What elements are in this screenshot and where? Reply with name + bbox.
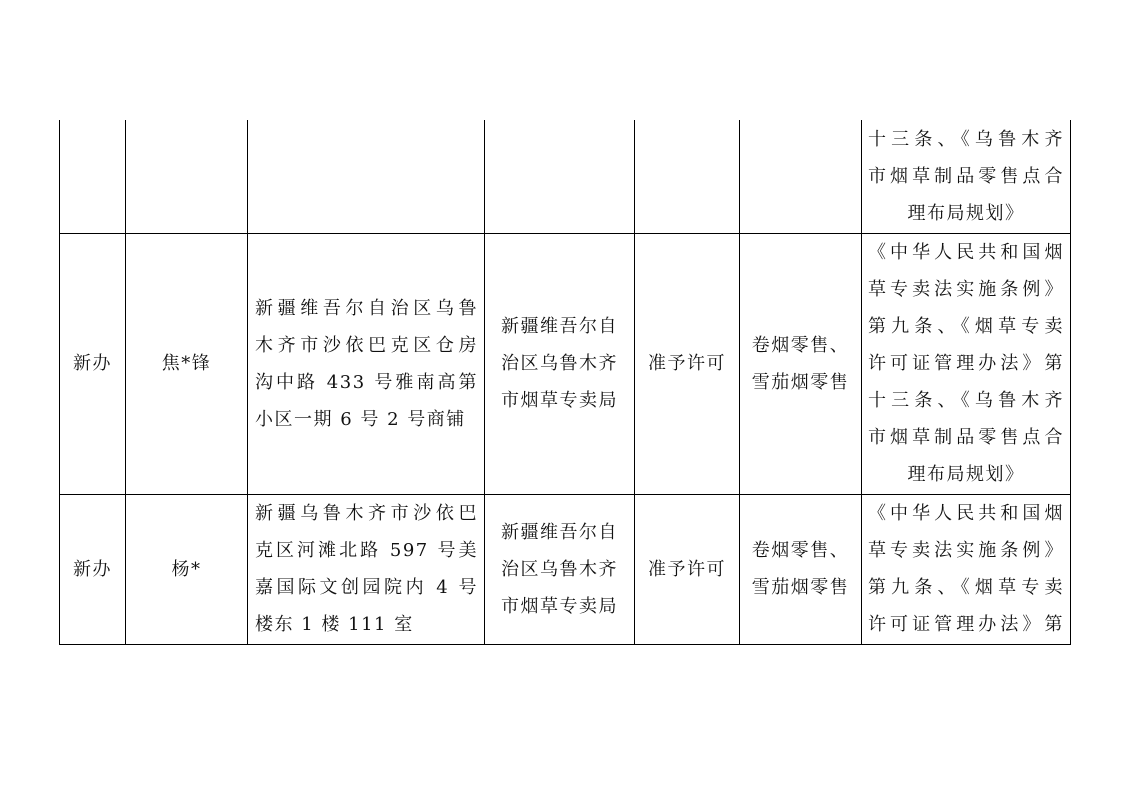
basis-line: 理布局规划》 <box>907 464 1025 485</box>
scope-line: 卷烟零售、 <box>751 540 850 561</box>
type-cell: 新办 <box>60 494 126 644</box>
type-cell: 新办 <box>60 233 126 494</box>
basis-line: 许可证管理办法》第 <box>868 614 1064 635</box>
table-row <box>60 494 1071 644</box>
address-line: 沟中路 433 号雅南高第 <box>255 371 478 393</box>
scope-cell <box>740 120 862 233</box>
address-line: 克区河滩北路 597 号美 <box>255 540 478 561</box>
basis-line: 《中华人民共和国烟 <box>868 242 1064 263</box>
basis-line: 第九条、《烟草专卖 <box>868 316 1064 337</box>
authority-line: 治区乌鲁木齐 <box>501 558 618 580</box>
address-cell <box>248 120 485 233</box>
address-line: 嘉国际文创园院内 4 号 <box>255 577 478 598</box>
authority-line: 市烟草专卖局 <box>501 595 618 617</box>
license-table <box>59 120 1071 645</box>
basis-line: 市烟草制品零售点合 <box>868 165 1064 187</box>
basis-line: 市烟草制品零售点合 <box>868 427 1064 448</box>
name-cell <box>126 120 248 233</box>
decision-cell <box>635 120 740 233</box>
basis-line: 许可证管理办法》第 <box>868 353 1064 374</box>
address-cell <box>248 494 485 644</box>
scope-line: 雪茄烟零售 <box>751 577 850 598</box>
address-cell <box>248 233 485 494</box>
basis-line: 草专卖法实施条例》 <box>868 279 1064 300</box>
basis-line: 十三条、《乌鲁木齐 <box>868 128 1064 150</box>
scope-cell <box>740 494 862 644</box>
name-cell: 焦*锋 <box>126 233 248 494</box>
basis-line: 《中华人民共和国烟 <box>868 503 1064 524</box>
authority-line: 市烟草专卖局 <box>501 390 618 411</box>
address-line: 新疆乌鲁木齐市沙依巴 <box>255 503 478 524</box>
basis-line: 草专卖法实施条例》 <box>868 540 1064 561</box>
type-cell <box>60 120 126 233</box>
authority-line: 治区乌鲁木齐 <box>501 353 618 374</box>
address-line: 小区一期 6 号 2 号商铺 <box>255 408 466 430</box>
decision-cell: 准予许可 <box>635 233 740 494</box>
basis-cell <box>862 120 1071 233</box>
basis-line: 理布局规划》 <box>907 202 1025 224</box>
scope-cell <box>740 233 862 494</box>
address-line: 木齐市沙依巴克区仓房 <box>255 334 478 356</box>
scope-line: 卷烟零售、 <box>751 334 850 356</box>
basis-line: 第九条、《烟草专卖 <box>868 577 1064 598</box>
basis-cell <box>862 233 1071 494</box>
table-row <box>60 233 1071 494</box>
decision-cell: 准予许可 <box>635 494 740 644</box>
authority-line: 新疆维吾尔自 <box>501 316 618 337</box>
basis-line: 十三条、《乌鲁木齐 <box>868 390 1064 411</box>
basis-cell <box>862 494 1071 644</box>
table-row <box>60 120 1071 233</box>
authority-line: 新疆维吾尔自 <box>501 521 618 543</box>
address-line: 新疆维吾尔自治区乌鲁 <box>255 297 478 319</box>
name-cell: 杨* <box>126 494 248 644</box>
authority-cell <box>485 120 635 233</box>
authority-cell <box>485 233 635 494</box>
scope-line: 雪茄烟零售 <box>751 371 850 393</box>
authority-cell <box>485 494 635 644</box>
address-line: 楼东 1 楼 111 室 <box>255 614 414 635</box>
